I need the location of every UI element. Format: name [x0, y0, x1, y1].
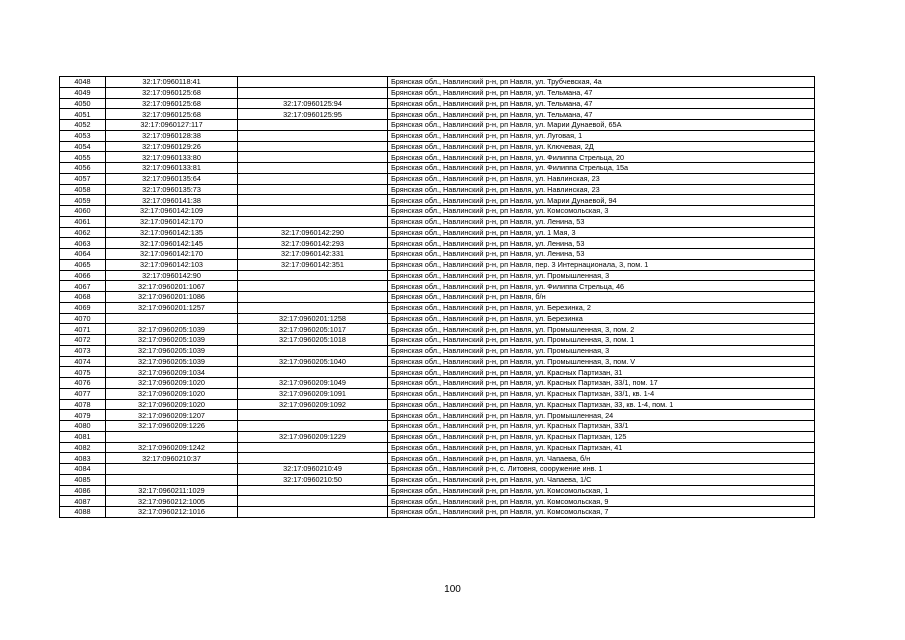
address-cell: Брянская обл., Навлинский р-н, рп Навля, ул. Комсомольская, 1: [388, 485, 815, 496]
child-cadastral-number-cell: [238, 496, 388, 507]
child-cadastral-number-cell: 32:17:0960209:1229: [238, 431, 388, 442]
table-row: [60, 130, 815, 141]
child-cadastral-number-cell: [238, 485, 388, 496]
table-row: [60, 163, 815, 174]
table-row: [60, 442, 815, 453]
row-number-cell: 4078: [60, 399, 106, 410]
cadastral-number-cell: 32:17:0960127:117: [106, 120, 238, 131]
address-cell: Брянская обл., Навлинский р-н, рп Навля, ул. Марии Дунаевой, 94: [388, 195, 815, 206]
cadastral-number-cell: 32:17:0960209:1020: [106, 378, 238, 389]
address-cell: Брянская обл., Навлинский р-н, рп Навля, ул. Ленина, 53: [388, 216, 815, 227]
table-row: [60, 195, 815, 206]
row-number-cell: 4074: [60, 356, 106, 367]
address-cell: Брянская обл., Навлинский р-н, рп Навля, ул. Промышленная, 3, пом. 2: [388, 324, 815, 335]
table-row: [60, 77, 815, 88]
table-row: [60, 378, 815, 389]
cadastral-number-cell: 32:17:0960128:38: [106, 130, 238, 141]
address-cell: Брянская обл., Навлинский р-н, рп Навля, ул. Промышленная, 3: [388, 270, 815, 281]
row-number-cell: 4067: [60, 281, 106, 292]
table-row: [60, 345, 815, 356]
child-cadastral-number-cell: [238, 453, 388, 464]
table-row: [60, 238, 815, 249]
child-cadastral-number-cell: [238, 195, 388, 206]
table-row: [60, 227, 815, 238]
address-cell: Брянская обл., Навлинский р-н, рп Навля, ул. Промышленная, 3, пом. 1: [388, 335, 815, 346]
table-row: [60, 302, 815, 313]
child-cadastral-number-cell: [238, 216, 388, 227]
child-cadastral-number-cell: 32:17:0960142:351: [238, 259, 388, 270]
address-cell: Брянская обл., Навлинский р-н, рп Навля, ул. Красных Партизан, 41: [388, 442, 815, 453]
address-cell: Брянская обл., Навлинский р-н, рп Навля, ул. Ленина, 53: [388, 238, 815, 249]
table-row: [60, 324, 815, 335]
address-cell: Брянская обл., Навлинский р-н, рп Навля, пер. 3 Интернационала, 3, пом. 1: [388, 259, 815, 270]
page-number: 100: [444, 584, 461, 595]
address-cell: Брянская обл., Навлинский р-н, рп Навля, ул. Трубчевская, 4а: [388, 77, 815, 88]
table-row: [60, 281, 815, 292]
row-number-cell: 4066: [60, 270, 106, 281]
cadastral-number-cell: 32:17:0960201:1257: [106, 302, 238, 313]
table-row: [60, 399, 815, 410]
address-cell: Брянская обл., Навлинский р-н, рп Навля, ул. Березинка: [388, 313, 815, 324]
address-cell: Брянская обл., Навлинский р-н, рп Навля, ул. Филиппа Стрельца, 46: [388, 281, 815, 292]
row-number-cell: 4087: [60, 496, 106, 507]
child-cadastral-number-cell: [238, 163, 388, 174]
child-cadastral-number-cell: [238, 173, 388, 184]
cadastral-number-cell: [106, 313, 238, 324]
table-row: [60, 87, 815, 98]
table-row: [60, 206, 815, 217]
address-cell: Брянская обл., Навлинский р-н, рп Навля, ул. Филиппа Стрельца, 15а: [388, 163, 815, 174]
table-row: [60, 388, 815, 399]
cadastral-number-cell: 32:17:0960205:1039: [106, 335, 238, 346]
child-cadastral-number-cell: [238, 367, 388, 378]
cadastral-number-cell: 32:17:0960142:145: [106, 238, 238, 249]
child-cadastral-number-cell: [238, 77, 388, 88]
child-cadastral-number-cell: 32:17:0960205:1018: [238, 335, 388, 346]
row-number-cell: 4070: [60, 313, 106, 324]
address-cell: Брянская обл., Навлинский р-н, рп Навля, ул. Ленина, 53: [388, 249, 815, 260]
table-row: [60, 270, 815, 281]
address-cell: Брянская обл., Навлинский р-н, рп Навля, ул. Красных Партизан, 33, кв. 1-4, пом. 1: [388, 399, 815, 410]
cadastral-number-cell: 32:17:0960205:1039: [106, 356, 238, 367]
row-number-cell: 4088: [60, 507, 106, 518]
cadastral-number-cell: 32:17:0960142:135: [106, 227, 238, 238]
table-row: [60, 173, 815, 184]
table-row: [60, 184, 815, 195]
table-row: [60, 421, 815, 432]
child-cadastral-number-cell: [238, 442, 388, 453]
address-cell: Брянская обл., Навлинский р-н, рп Навля, ул. Промышленная, 24: [388, 410, 815, 421]
row-number-cell: 4076: [60, 378, 106, 389]
cadastral-number-cell: 32:17:0960125:68: [106, 109, 238, 120]
cadastral-number-cell: 32:17:0960201:1086: [106, 292, 238, 303]
cadastral-number-cell: 32:17:0960118:41: [106, 77, 238, 88]
address-cell: Брянская обл., Навлинский р-н, рп Навля, ул. Чапаева, б/н: [388, 453, 815, 464]
cadastral-number-cell: 32:17:0960210:37: [106, 453, 238, 464]
child-cadastral-number-cell: 32:17:0960210:49: [238, 464, 388, 475]
cadastral-number-cell: 32:17:0960212:1016: [106, 507, 238, 518]
child-cadastral-number-cell: 32:17:0960201:1258: [238, 313, 388, 324]
row-number-cell: 4083: [60, 453, 106, 464]
row-number-cell: 4073: [60, 345, 106, 356]
table-row: [60, 120, 815, 131]
child-cadastral-number-cell: [238, 141, 388, 152]
address-cell: Брянская обл., Навлинский р-н, рп Навля, ул. Навлинская, 23: [388, 173, 815, 184]
table-row: [60, 98, 815, 109]
cadastral-number-cell: 32:17:0960141:38: [106, 195, 238, 206]
table-row: [60, 410, 815, 421]
row-number-cell: 4049: [60, 87, 106, 98]
property-table: [59, 76, 815, 518]
child-cadastral-number-cell: 32:17:0960209:1091: [238, 388, 388, 399]
cadastral-number-cell: 32:17:0960205:1039: [106, 345, 238, 356]
child-cadastral-number-cell: [238, 206, 388, 217]
cadastral-number-cell: 32:17:0960142:170: [106, 216, 238, 227]
cadastral-number-cell: 32:17:0960205:1039: [106, 324, 238, 335]
address-cell: Брянская обл., Навлинский р-н, рп Навля, ул. Марии Дунаевой, 65А: [388, 120, 815, 131]
address-cell: Брянская обл., Навлинский р-н, с. Литовня, сооружение инв. 1: [388, 464, 815, 475]
address-cell: Брянская обл., Навлинский р-н, рп Навля, ул. Тельмана, 47: [388, 109, 815, 120]
cadastral-number-cell: 32:17:0960209:1242: [106, 442, 238, 453]
row-number-cell: 4063: [60, 238, 106, 249]
table-row: [60, 216, 815, 227]
row-number-cell: 4084: [60, 464, 106, 475]
address-cell: Брянская обл., Навлинский р-н, рп Навля, ул. Красных Партизан, 31: [388, 367, 815, 378]
child-cadastral-number-cell: 32:17:0960142:293: [238, 238, 388, 249]
row-number-cell: 4077: [60, 388, 106, 399]
property-table-body: [60, 77, 815, 518]
table-row: [60, 367, 815, 378]
child-cadastral-number-cell: 32:17:0960142:290: [238, 227, 388, 238]
row-number-cell: 4081: [60, 431, 106, 442]
row-number-cell: 4068: [60, 292, 106, 303]
child-cadastral-number-cell: [238, 120, 388, 131]
cadastral-number-cell: 32:17:0960212:1005: [106, 496, 238, 507]
child-cadastral-number-cell: 32:17:0960209:1049: [238, 378, 388, 389]
row-number-cell: 4079: [60, 410, 106, 421]
address-cell: Брянская обл., Навлинский р-н, рп Навля, ул. Ключевая, 2Д: [388, 141, 815, 152]
row-number-cell: 4072: [60, 335, 106, 346]
table-row: [60, 431, 815, 442]
child-cadastral-number-cell: [238, 345, 388, 356]
table-row: [60, 109, 815, 120]
row-number-cell: 4058: [60, 184, 106, 195]
row-number-cell: 4075: [60, 367, 106, 378]
address-cell: Брянская обл., Навлинский р-н, рп Навля, ул. Красных Партизан, 33/1, пом. 17: [388, 378, 815, 389]
child-cadastral-number-cell: [238, 130, 388, 141]
address-cell: Брянская обл., Навлинский р-н, рп Навля, ул. Красных Партизан, 125: [388, 431, 815, 442]
cadastral-number-cell: [106, 464, 238, 475]
cadastral-number-cell: 32:17:0960142:109: [106, 206, 238, 217]
table-row: [60, 152, 815, 163]
cadastral-number-cell: 32:17:0960125:68: [106, 87, 238, 98]
address-cell: Брянская обл., Навлинский р-н, рп Навля, ул. Навлинская, 23: [388, 184, 815, 195]
child-cadastral-number-cell: [238, 87, 388, 98]
row-number-cell: 4064: [60, 249, 106, 260]
child-cadastral-number-cell: 32:17:0960125:94: [238, 98, 388, 109]
row-number-cell: 4060: [60, 206, 106, 217]
address-cell: Брянская обл., Навлинский р-н, рп Навля, ул. Комсомольская, 7: [388, 507, 815, 518]
table-row: [60, 453, 815, 464]
cadastral-number-cell: 32:17:0960209:1034: [106, 367, 238, 378]
row-number-cell: 4057: [60, 173, 106, 184]
child-cadastral-number-cell: [238, 184, 388, 195]
child-cadastral-number-cell: 32:17:0960205:1040: [238, 356, 388, 367]
cadastral-number-cell: 32:17:0960209:1226: [106, 421, 238, 432]
row-number-cell: 4051: [60, 109, 106, 120]
cadastral-number-cell: 32:17:0960135:64: [106, 173, 238, 184]
address-cell: Брянская обл., Навлинский р-н, рп Навля, ул. Промышленная, 3, пом. V: [388, 356, 815, 367]
cadastral-number-cell: 32:17:0960211:1029: [106, 485, 238, 496]
address-cell: Брянская обл., Навлинский р-н, рп Навля, ул. Чапаева, 1/С: [388, 474, 815, 485]
row-number-cell: 4052: [60, 120, 106, 131]
row-number-cell: 4056: [60, 163, 106, 174]
table-row: [60, 335, 815, 346]
child-cadastral-number-cell: 32:17:0960205:1017: [238, 324, 388, 335]
row-number-cell: 4069: [60, 302, 106, 313]
child-cadastral-number-cell: [238, 152, 388, 163]
cadastral-number-cell: 32:17:0960209:1207: [106, 410, 238, 421]
row-number-cell: 4080: [60, 421, 106, 432]
cadastral-number-cell: [106, 474, 238, 485]
address-cell: Брянская обл., Навлинский р-н, рп Навля, ул. Тельмана, 47: [388, 98, 815, 109]
cadastral-number-cell: 32:17:0960142:170: [106, 249, 238, 260]
child-cadastral-number-cell: [238, 292, 388, 303]
child-cadastral-number-cell: 32:17:0960125:95: [238, 109, 388, 120]
table-row: [60, 356, 815, 367]
cadastral-number-cell: 32:17:0960209:1020: [106, 399, 238, 410]
row-number-cell: 4086: [60, 485, 106, 496]
table-row: [60, 292, 815, 303]
child-cadastral-number-cell: [238, 302, 388, 313]
table-row: [60, 507, 815, 518]
row-number-cell: 4082: [60, 442, 106, 453]
row-number-cell: 4055: [60, 152, 106, 163]
address-cell: Брянская обл., Навлинский р-н, рп Навля, ул. Комсомольская, 3: [388, 206, 815, 217]
child-cadastral-number-cell: 32:17:0960142:331: [238, 249, 388, 260]
address-cell: Брянская обл., Навлинский р-н, рп Навля, ул. Красных Партизан, 33/1, кв. 1-4: [388, 388, 815, 399]
cadastral-number-cell: 32:17:0960209:1020: [106, 388, 238, 399]
row-number-cell: 4053: [60, 130, 106, 141]
cadastral-number-cell: 32:17:0960133:80: [106, 152, 238, 163]
child-cadastral-number-cell: [238, 281, 388, 292]
address-cell: Брянская обл., Навлинский р-н, рп Навля, ул. Тельмана, 47: [388, 87, 815, 98]
row-number-cell: 4065: [60, 259, 106, 270]
row-number-cell: 4061: [60, 216, 106, 227]
address-cell: Брянская обл., Навлинский р-н, рп Навля, ул. Красных Партизан, 33/1: [388, 421, 815, 432]
child-cadastral-number-cell: [238, 410, 388, 421]
row-number-cell: 4054: [60, 141, 106, 152]
child-cadastral-number-cell: [238, 421, 388, 432]
cadastral-number-cell: [106, 431, 238, 442]
table-row: [60, 249, 815, 260]
child-cadastral-number-cell: [238, 507, 388, 518]
address-cell: Брянская обл., Навлинский р-н, рп Навля, ул. 1 Мая, 3: [388, 227, 815, 238]
cadastral-number-cell: 32:17:0960129:26: [106, 141, 238, 152]
row-number-cell: 4059: [60, 195, 106, 206]
table-row: [60, 464, 815, 475]
address-cell: Брянская обл., Навлинский р-н, рп Навля, ул. Комсомольская, 9: [388, 496, 815, 507]
address-cell: Брянская обл., Навлинский р-н, рп Навля, ул. Промышленная, 3: [388, 345, 815, 356]
cadastral-number-cell: 32:17:0960142:90: [106, 270, 238, 281]
cadastral-number-cell: 32:17:0960201:1067: [106, 281, 238, 292]
child-cadastral-number-cell: 32:17:0960210:50: [238, 474, 388, 485]
row-number-cell: 4050: [60, 98, 106, 109]
table-row: [60, 141, 815, 152]
table-row: [60, 474, 815, 485]
row-number-cell: 4048: [60, 77, 106, 88]
child-cadastral-number-cell: [238, 270, 388, 281]
cadastral-number-cell: 32:17:0960135:73: [106, 184, 238, 195]
table-row: [60, 496, 815, 507]
address-cell: Брянская обл., Навлинский р-н, рп Навля, ул. Березинка, 2: [388, 302, 815, 313]
row-number-cell: 4071: [60, 324, 106, 335]
address-cell: Брянская обл., Навлинский р-н, рп Навля, ул. Луговая, 1: [388, 130, 815, 141]
table-row: [60, 313, 815, 324]
table-row: [60, 485, 815, 496]
cadastral-number-cell: 32:17:0960125:68: [106, 98, 238, 109]
child-cadastral-number-cell: 32:17:0960209:1092: [238, 399, 388, 410]
address-cell: Брянская обл., Навлинский р-н, рп Навля, б/н: [388, 292, 815, 303]
address-cell: Брянская обл., Навлинский р-н, рп Навля, ул. Филиппа Стрельца, 20: [388, 152, 815, 163]
row-number-cell: 4062: [60, 227, 106, 238]
cadastral-number-cell: 32:17:0960133:81: [106, 163, 238, 174]
cadastral-number-cell: 32:17:0960142:103: [106, 259, 238, 270]
table-row: [60, 259, 815, 270]
row-number-cell: 4085: [60, 474, 106, 485]
